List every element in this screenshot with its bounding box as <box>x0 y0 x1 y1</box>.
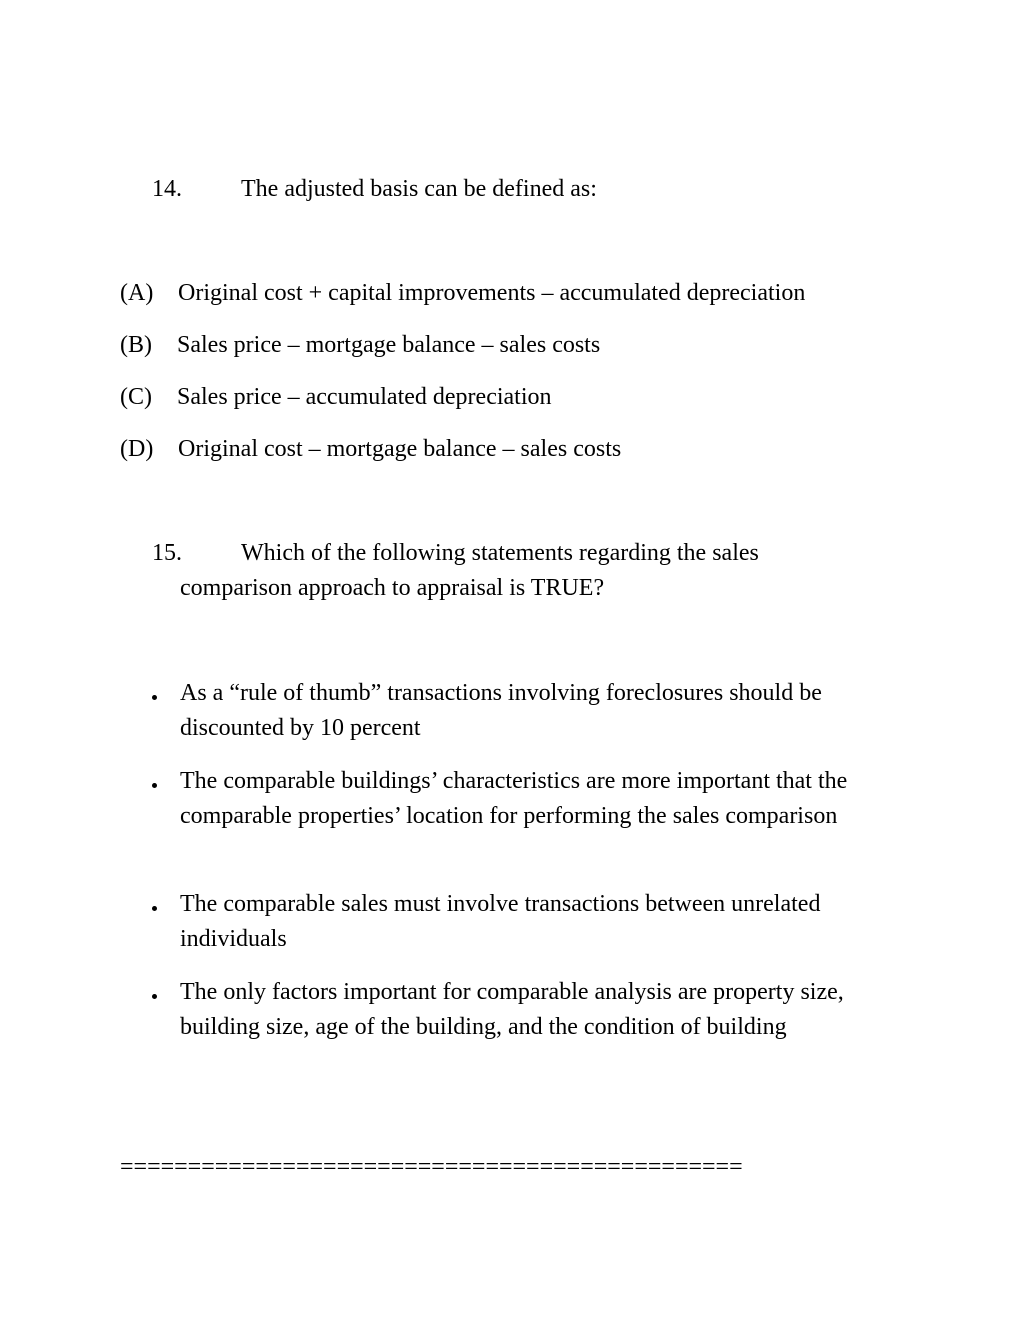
bullet-icon <box>152 695 157 700</box>
option-d-text: Original cost – mortgage balance – sales costs <box>178 436 622 462</box>
bullet-item-4: The only factors important for comparable analysis are property size, building size, age of the building, and the condition of building <box>180 979 844 1040</box>
option-c-text: Sales price – accumulated depreciation <box>177 384 552 410</box>
question-15-text-line1: Which of the following statements regarding the sales <box>241 540 759 566</box>
option-a-text: Original cost + capital improvements – accumulated depreciation <box>178 280 806 306</box>
option-c-letter: (C) <box>120 384 152 410</box>
bullet-icon <box>152 906 157 911</box>
bullet-icon <box>152 783 157 788</box>
question-14-text: The adjusted basis can be defined as: <box>241 176 597 202</box>
bullet-item-2: The comparable buildings’ characteristics are more important that the comparable properties’ location for performing the sales comparison <box>180 768 848 829</box>
question-15-number: 15. <box>152 540 182 566</box>
option-d-letter: (D) <box>120 436 154 462</box>
bullet-item-3: The comparable sales must involve transactions between unrelated individuals <box>180 891 821 952</box>
divider-line: ============================================== <box>120 1154 743 1180</box>
option-b-text: Sales price – mortgage balance – sales costs <box>177 332 601 358</box>
option-b-letter: (B) <box>120 332 152 358</box>
question-15-text-line2: comparison approach to appraisal is TRUE? <box>180 575 605 601</box>
bullet-icon <box>152 994 157 999</box>
question-14-number: 14. <box>152 176 182 202</box>
bullet-item-1: As a “rule of thumb” transactions involving foreclosures should be discounted by 10 percent <box>180 680 822 741</box>
option-a-letter: (A) <box>120 280 154 306</box>
